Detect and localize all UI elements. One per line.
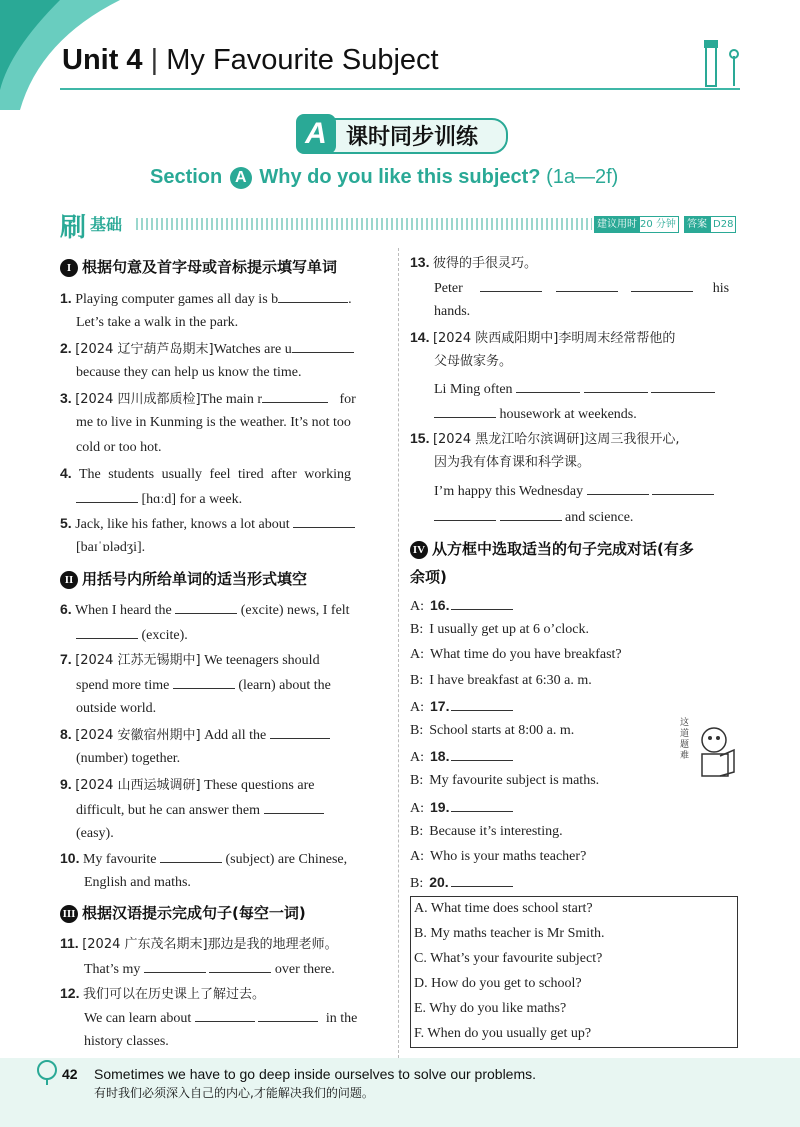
section-letter-circle: A	[230, 167, 252, 189]
dialog-text: Because it’s interesting.	[429, 823, 563, 839]
q9-line3: (easy).	[76, 826, 114, 841]
dialog-text: School starts at 8:00 a. m.	[429, 723, 575, 738]
q6-line1: 6. When I heard the (excite) news, I felt	[60, 601, 350, 618]
q14-blank3[interactable]	[651, 378, 715, 393]
dialog-text: 17.	[430, 697, 450, 714]
q3-line2: me to live in Kunming is the weather. It’s not too	[76, 415, 351, 430]
part2-heading: II 用括号内所给单词的适当形式填空	[60, 568, 307, 589]
option-item: D. How do you get to school?	[414, 976, 582, 991]
q1-line1: 1. Playing computer games all day is b .	[60, 290, 352, 307]
q14-blank2[interactable]	[584, 378, 648, 393]
dialog-line	[410, 771, 599, 791]
dialog-line	[410, 872, 513, 894]
q9-blank[interactable]	[264, 799, 324, 814]
dialog-line	[410, 797, 513, 819]
part1-heading: I 根据句意及首字母或音标提示填写单词	[60, 256, 337, 277]
q13-line2: Peter his	[434, 277, 729, 299]
q15-blank3[interactable]	[434, 506, 496, 521]
dialog-speaker: A:	[410, 849, 424, 864]
q7-blank[interactable]	[173, 674, 235, 689]
q2-line2: because they can help us know the time.	[76, 365, 302, 380]
option-item: C. What’s your favourite subject?	[414, 951, 603, 966]
q11-line1: 11. [2024 广东茂名期末]那边是我的地理老师。	[60, 935, 338, 952]
part4-heading: IV 从方框中选取适当的句子完成对话(有多	[410, 538, 694, 559]
dialog-speaker: A:	[410, 800, 424, 816]
dialog-speaker: B:	[410, 773, 424, 789]
q10-line1: 10. My favourite (subject) are Chinese,	[60, 850, 348, 867]
q15-blank1[interactable]	[587, 480, 649, 495]
dialog-text: My favourite subject is maths.	[429, 773, 600, 789]
dialog-blank[interactable]	[451, 872, 513, 887]
dialog-text: I usually get up at 6 o’clock.	[429, 622, 590, 638]
q5-line2: [baɪˈɒlədʒi].	[76, 540, 146, 555]
q4-line1: 4. The students usually feel tired after working	[60, 465, 351, 482]
q12-line2: We can learn about in the	[84, 1007, 357, 1029]
quote-english: Sometimes we have to go deep inside ourselves to solve our problems.	[94, 1066, 537, 1082]
q2-blank[interactable]	[292, 338, 354, 353]
q1-blank[interactable]	[278, 288, 348, 303]
part4-heading-cont: 余项)	[410, 568, 447, 586]
q7-line1: 7. [2024 江苏无锡期中] We teenagers should	[60, 651, 320, 668]
dialog-text: 20.	[429, 874, 449, 891]
q3-line3: cold or too hot.	[76, 440, 162, 455]
badge-text: 课时同步训练	[346, 125, 479, 150]
doodle-text: 这道题难	[680, 718, 690, 761]
q8-line2: (number) together.	[76, 751, 181, 766]
header-underline	[60, 88, 740, 90]
q14-blank1[interactable]	[516, 378, 580, 393]
q13-blank2[interactable]	[556, 277, 618, 292]
q14-blank4[interactable]	[434, 403, 496, 418]
q5-line1: 5. Jack, like his father, knows a lot about	[60, 513, 355, 535]
dialog-line	[410, 721, 574, 741]
option-item: E. Why do you like maths?	[414, 1001, 567, 1016]
q6-blank1[interactable]	[175, 599, 237, 614]
option-item: A. What time does school start?	[414, 901, 593, 916]
q7-line3: outside world.	[76, 701, 157, 716]
dialog-text: Who is your maths teacher?	[430, 849, 587, 864]
dialog-text: 18.	[430, 748, 450, 765]
dialog-speaker: A:	[410, 750, 424, 766]
q13-blank3[interactable]	[631, 277, 693, 292]
q6-blank2[interactable]	[76, 624, 138, 639]
q8-blank[interactable]	[270, 724, 330, 739]
dialog-line	[410, 620, 589, 640]
dialog-speaker: A:	[410, 699, 424, 715]
q13-blank1[interactable]	[480, 277, 542, 292]
section-title: Section A Why do you like this subject? (1a—2f)	[150, 166, 619, 188]
dialog-text: 16.	[430, 597, 450, 613]
q3-blank[interactable]	[262, 388, 328, 403]
answer-tag-label: 答案	[684, 216, 710, 233]
q8-line1: 8. [2024 安徽宿州期中] Add all the	[60, 724, 330, 746]
dialog-line	[410, 746, 513, 768]
q6-line2: (excite).	[76, 624, 188, 646]
unit-title: Unit 4 | My Favourite Subject	[62, 44, 439, 76]
badge-letter: A	[296, 114, 336, 154]
dialog-line	[410, 696, 513, 718]
q9-line2: difficult, but he can answer them	[76, 799, 324, 821]
dialog-speaker: A:	[410, 647, 424, 663]
hatch-bar	[136, 218, 592, 230]
option-item: F. When do you usually get up?	[414, 1026, 592, 1041]
q1-line2: Let’s take a walk in the park.	[76, 315, 239, 330]
q12-line1: 12. 我们可以在历史课上了解过去。	[60, 985, 265, 1002]
q10-line2: English and maths.	[84, 875, 191, 890]
q15-line4: and science.	[434, 506, 633, 528]
dialog-speaker: B:	[410, 672, 424, 688]
q12-line3: history classes.	[84, 1034, 169, 1049]
q14-line1: 14. [2024 陕西咸阳期中]李明周末经常帮他的	[410, 329, 676, 346]
column-divider	[398, 248, 399, 1058]
q13-line1: 13. 彼得的手很灵巧。	[410, 254, 537, 271]
dialog-speaker: A:	[410, 599, 424, 614]
option-item: B. My maths teacher is Mr Smith.	[414, 926, 605, 941]
q12-blank2[interactable]	[258, 1007, 318, 1022]
dialog-line	[410, 595, 513, 617]
part3-heading: III 根据汉语提示完成句子(每空一词)	[60, 902, 306, 923]
dialog-speaker: B:	[410, 823, 424, 839]
q14-line4: housework at weekends.	[434, 403, 637, 425]
q14-line3: Li Ming often	[434, 378, 715, 400]
quote-chinese: 有时我们必须深入自己的内心,才能解决我们的问题。	[94, 1086, 374, 1100]
q13-line3: hands.	[434, 304, 471, 319]
q14-line2: 父母做家务。	[434, 354, 513, 369]
dialog-line	[410, 671, 592, 691]
q11-blank1[interactable]	[144, 958, 206, 973]
dialog-text: 19.	[430, 798, 450, 815]
dialog-text: What time do you have breakfast?	[430, 647, 622, 663]
q15-blank4[interactable]	[500, 506, 562, 521]
q10-blank[interactable]	[160, 848, 222, 863]
dialog-line	[410, 822, 563, 842]
q11-blank2[interactable]	[209, 958, 271, 973]
q5-blank[interactable]	[293, 513, 355, 528]
shua-subtitle: 基础	[90, 215, 123, 234]
answer-tag-value: D28	[710, 216, 736, 233]
dialog-blank[interactable]	[451, 797, 513, 812]
q15-line2: 因为我有体育课和科学课。	[434, 455, 591, 470]
q3-line1: 3. [2024 四川成都质检]The main r for	[60, 390, 356, 407]
q11-line2: That’s my over there.	[84, 958, 335, 980]
q7-line2: spend more time (learn) about the	[76, 674, 331, 696]
q9-line1: 9. [2024 山西运城调研] These questions are	[60, 776, 315, 793]
q4-line2: [hɑːd] for a week.	[76, 488, 242, 510]
dialog-speaker: B:	[410, 622, 424, 638]
dialog-blank[interactable]	[451, 595, 513, 610]
balloon-icon	[36, 1060, 58, 1086]
dialog-blank[interactable]	[451, 746, 513, 761]
q15-line1: 15. [2024 黑龙江哈尔滨调研]这周三我很开心,	[410, 430, 680, 447]
lighthouse-icon	[696, 36, 746, 90]
q15-blank2[interactable]	[652, 480, 714, 495]
q15-line3: I’m happy this Wednesday	[434, 480, 714, 502]
dialog-text: I have breakfast at 6:30 a. m.	[429, 672, 592, 688]
dialog-speaker: B:	[410, 723, 424, 738]
q12-blank1[interactable]	[195, 1007, 255, 1022]
time-tag-value: 20 分钟	[637, 216, 679, 233]
page-number: 42	[62, 1066, 78, 1082]
dialog-line	[410, 847, 586, 867]
q2-line1: 2. [2024 辽宁葫芦岛期末]Watches are u	[60, 338, 354, 360]
time-tag-label: 建议用时	[594, 216, 640, 233]
q4-blank[interactable]	[76, 488, 138, 503]
dialog-blank[interactable]	[451, 696, 513, 711]
shua-glyph: 刷	[60, 213, 87, 243]
dialog-line	[410, 645, 622, 665]
dialog-speaker: B:	[410, 876, 424, 892]
